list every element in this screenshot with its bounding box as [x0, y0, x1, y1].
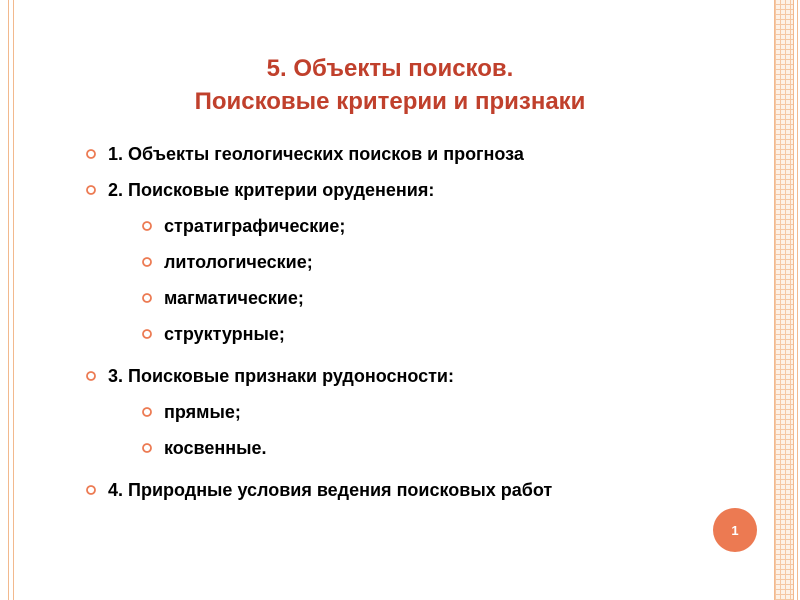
orange-ring-bullet-icon [84, 178, 98, 202]
list-item-text: прямые; [164, 402, 241, 422]
list-item [84, 478, 724, 502]
orange-ring-bullet-icon [140, 322, 154, 346]
list-item-text: стратиграфические; [164, 216, 346, 236]
list-item-text: 2. Поисковые критерии оруденения: [108, 180, 435, 200]
orange-ring-bullet-icon [140, 400, 154, 424]
list-item [84, 142, 724, 166]
list-item-text: магматические; [164, 288, 304, 308]
orange-ring-bullet-icon [140, 436, 154, 460]
orange-ring-bullet-icon [84, 478, 98, 502]
page-number-badge [713, 508, 757, 552]
list-item [84, 400, 724, 424]
list-item [84, 250, 724, 274]
list-item [84, 436, 724, 460]
orange-ring-bullet-icon [140, 214, 154, 238]
list-item-text: 3. Поисковые признаки рудоносности: [108, 366, 454, 386]
orange-ring-bullet-icon [84, 364, 98, 388]
list-item [84, 214, 724, 238]
list-item-text: структурные; [164, 324, 285, 344]
list-item-text: 4. Природные условия ведения поисковых работ [108, 480, 553, 500]
slide-title [60, 52, 720, 118]
right-edge-line [797, 0, 798, 600]
slide-title-line-2: Поисковые критерии и признаки [194, 88, 586, 115]
page-number: 1 [731, 522, 739, 538]
list-item [84, 364, 724, 388]
left-border-decoration [8, 0, 14, 600]
list-item-text: косвенные. [164, 438, 267, 458]
bullet-list [84, 142, 724, 514]
slide-title-line-1: 5. Объекты поисков. [266, 55, 514, 82]
orange-ring-bullet-icon [84, 142, 98, 166]
list-item [84, 178, 724, 202]
right-border-decoration [774, 0, 794, 600]
list-item-text: литологические; [164, 252, 313, 272]
list-item [84, 286, 724, 310]
orange-ring-bullet-icon [140, 286, 154, 310]
list-item-text: 1. Объекты геологических поисков и прогноза [108, 144, 524, 164]
orange-ring-bullet-icon [140, 250, 154, 274]
list-item [84, 322, 724, 346]
